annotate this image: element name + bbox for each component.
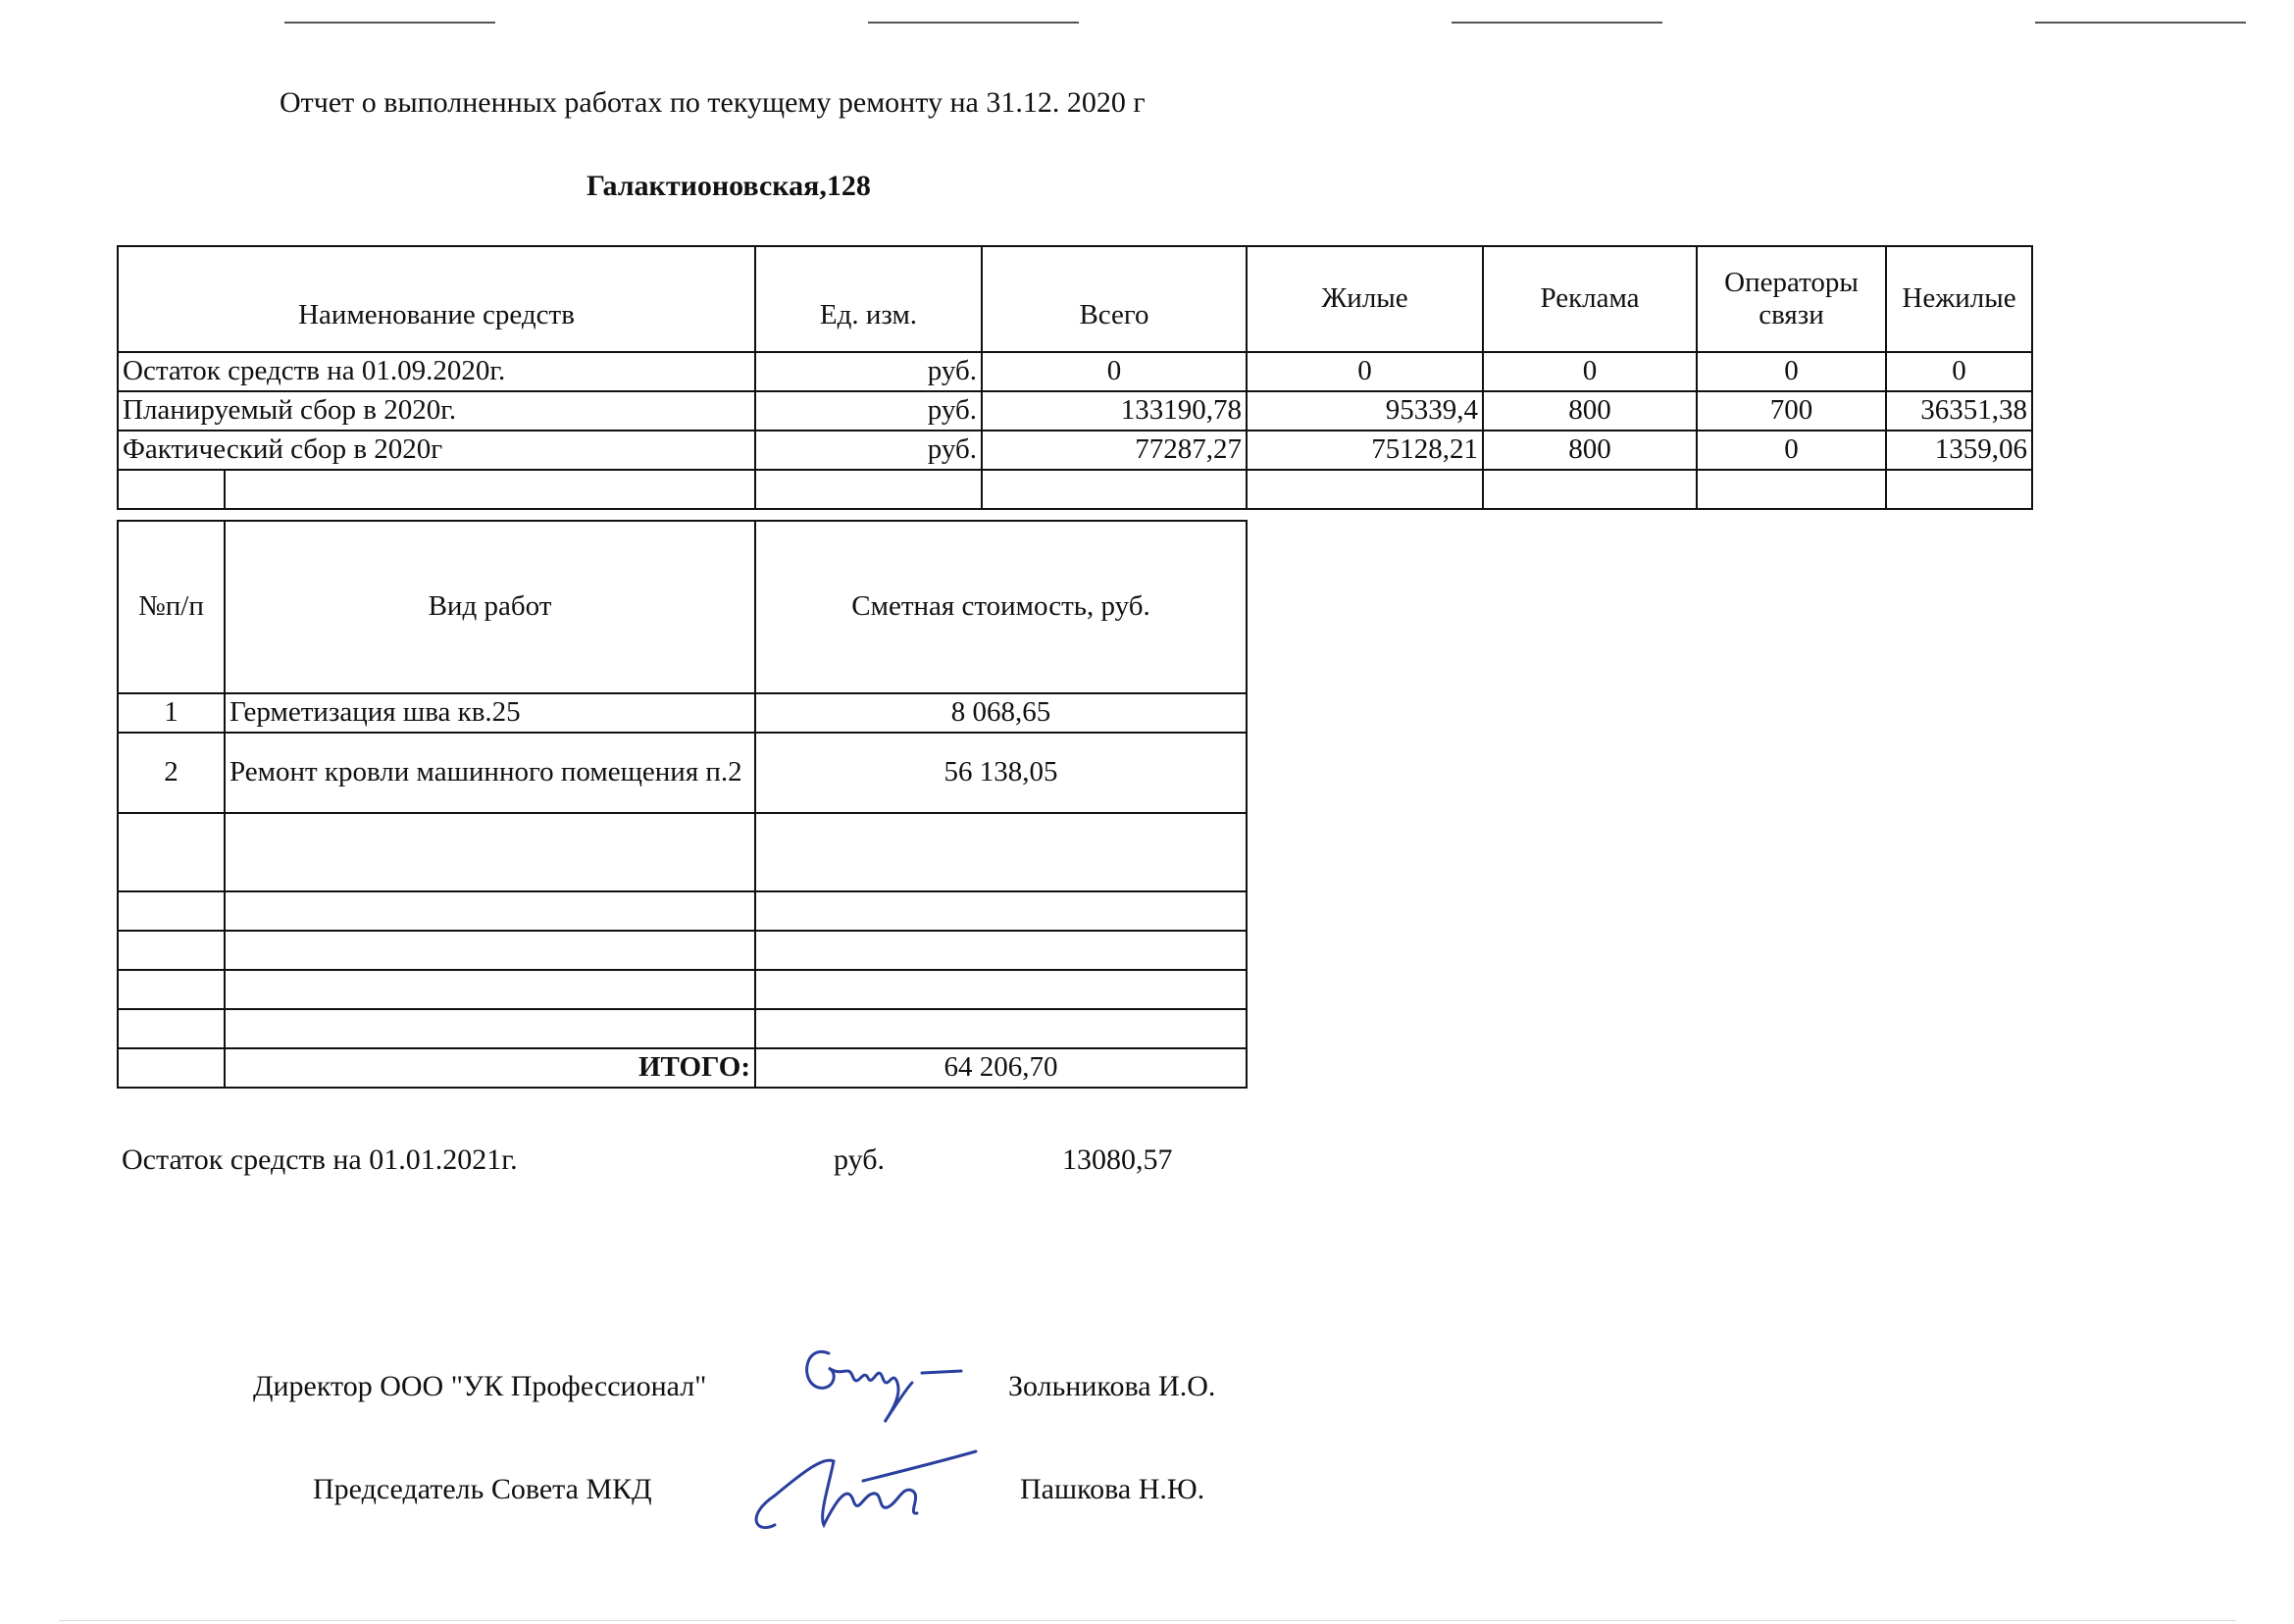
works-row — [118, 693, 1247, 733]
work-number: 2 — [118, 733, 225, 813]
fund-unit: руб. — [755, 391, 982, 431]
header-unit: Ед. изм. — [755, 246, 982, 352]
work-description: Герметизация шва кв.25 — [225, 693, 755, 733]
empty-cell — [755, 470, 982, 509]
work-description: Ремонт кровли машинного помещения п.2 — [225, 733, 755, 813]
works-header-row — [118, 521, 1247, 693]
scan-mark — [2035, 22, 2246, 24]
fund-name: Фактический сбор в 2020г — [118, 431, 755, 470]
scan-mark — [59, 1620, 2236, 1621]
report-address: Галактионовская,128 — [586, 170, 871, 202]
header-number: №п/п — [118, 521, 225, 693]
header-nonresidential: Нежилые — [1886, 246, 2032, 352]
scan-mark — [1452, 22, 1662, 24]
empty-cell — [225, 931, 755, 970]
fund-residential: 95339,4 — [1247, 391, 1483, 431]
director-name: Зольникова И.О. — [1008, 1370, 1216, 1402]
work-cost: 56 138,05 — [755, 733, 1247, 813]
fund-residential: 75128,21 — [1247, 431, 1483, 470]
works-empty-row — [118, 1009, 1247, 1048]
chairman-signature — [736, 1417, 991, 1554]
fund-operators: 700 — [1697, 391, 1886, 431]
empty-cell — [1697, 470, 1886, 509]
header-operators: Операторы связи — [1697, 246, 1886, 352]
fund-total: 133190,78 — [982, 391, 1247, 431]
fund-operators: 0 — [1697, 352, 1886, 391]
funds-row — [118, 352, 2032, 391]
header-fund-name: Наименование средств — [118, 246, 755, 352]
fund-name: Остаток средств на 01.09.2020г. — [118, 352, 755, 391]
empty-cell — [118, 1009, 225, 1048]
fund-name: Планируемый сбор в 2020г. — [118, 391, 755, 431]
fund-advertising: 0 — [1483, 352, 1697, 391]
empty-cell — [118, 891, 225, 931]
scan-mark — [868, 22, 1079, 24]
empty-cell — [755, 891, 1247, 931]
fund-nonresidential: 1359,06 — [1886, 431, 2032, 470]
empty-cell — [755, 813, 1247, 891]
empty-cell — [118, 813, 225, 891]
works-table — [117, 520, 1248, 1089]
empty-cell — [1886, 470, 2032, 509]
works-empty-row — [118, 931, 1247, 970]
fund-residential: 0 — [1247, 352, 1483, 391]
chairman-title: Председатель Совета МКД — [313, 1473, 652, 1505]
header-total: Всего — [982, 246, 1247, 352]
empty-cell — [118, 970, 225, 1009]
total-label: ИТОГО: — [225, 1048, 755, 1088]
funds-row — [118, 431, 2032, 470]
fund-nonresidential: 36351,38 — [1886, 391, 2032, 431]
fund-unit: руб. — [755, 431, 982, 470]
empty-cell — [755, 931, 1247, 970]
remainder-unit: руб. — [834, 1143, 885, 1176]
remainder-value: 13080,57 — [1062, 1143, 1173, 1176]
fund-unit: руб. — [755, 352, 982, 391]
empty-cell — [1247, 470, 1483, 509]
fund-total: 0 — [982, 352, 1247, 391]
header-estimated-cost: Сметная стоимость, руб. — [755, 521, 1247, 693]
fund-advertising: 800 — [1483, 391, 1697, 431]
funds-empty-row — [118, 470, 2032, 509]
works-total-row — [118, 1048, 1247, 1088]
fund-operators: 0 — [1697, 431, 1886, 470]
report-title: Отчет о выполненных работах по текущему ремонту на 31.12. 2020 г — [280, 86, 1146, 119]
works-empty-row — [118, 813, 1247, 891]
empty-cell — [225, 1009, 755, 1048]
fund-advertising: 800 — [1483, 431, 1697, 470]
empty-cell — [225, 813, 755, 891]
funds-table — [117, 245, 2033, 510]
scan-mark — [284, 22, 495, 24]
empty-cell — [225, 891, 755, 931]
header-advertising: Реклама — [1483, 246, 1697, 352]
total-value: 64 206,70 — [755, 1048, 1247, 1088]
empty-cell — [755, 970, 1247, 1009]
fund-total: 77287,27 — [982, 431, 1247, 470]
director-signature — [775, 1324, 971, 1432]
works-empty-row — [118, 970, 1247, 1009]
empty-cell — [755, 1009, 1247, 1048]
director-title: Директор ООО "УК Профессионал" — [253, 1370, 707, 1402]
funds-header-row — [118, 246, 2032, 352]
works-row — [118, 733, 1247, 813]
work-number: 1 — [118, 693, 225, 733]
empty-cell — [982, 470, 1247, 509]
work-cost: 8 068,65 — [755, 693, 1247, 733]
header-residential: Жилые — [1247, 246, 1483, 352]
chairman-name: Пашкова Н.Ю. — [1020, 1473, 1205, 1505]
empty-cell — [225, 970, 755, 1009]
header-work-type: Вид работ — [225, 521, 755, 693]
empty-cell — [225, 470, 755, 509]
remainder-label: Остаток средств на 01.01.2021г. — [122, 1143, 518, 1176]
empty-cell — [118, 470, 225, 509]
empty-cell — [118, 931, 225, 970]
empty-cell — [1483, 470, 1697, 509]
works-empty-row — [118, 891, 1247, 931]
fund-nonresidential: 0 — [1886, 352, 2032, 391]
empty-cell — [118, 1048, 225, 1088]
funds-row — [118, 391, 2032, 431]
